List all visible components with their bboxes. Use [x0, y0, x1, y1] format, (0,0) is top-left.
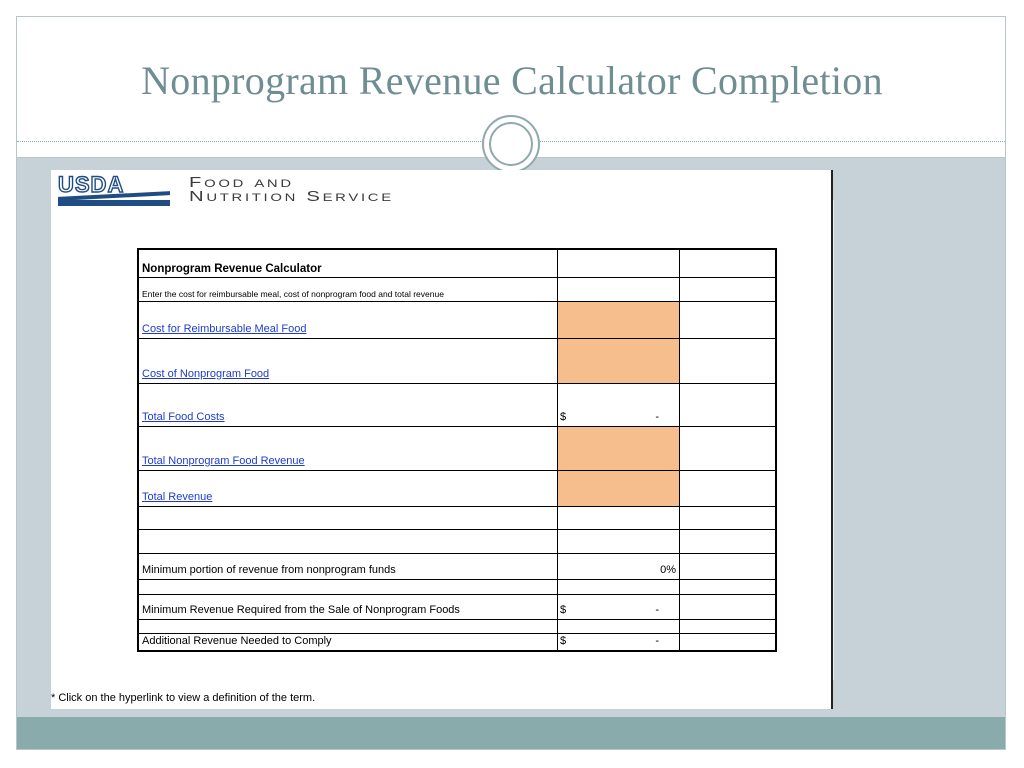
usda-swoosh-lower: [58, 200, 170, 206]
cost-nonprogram-food-input[interactable]: [558, 338, 680, 383]
min-revenue-amount: -: [655, 603, 659, 616]
currency-symbol: $: [560, 603, 567, 616]
slide-title: Nonprogram Revenue Calculator Completion: [141, 58, 883, 103]
table-row: [138, 277, 776, 301]
usda-wordmark: USDA: [58, 172, 125, 197]
usda-logo: [58, 172, 170, 207]
cost-reimbursable-meal-input[interactable]: [558, 301, 680, 338]
table-cell: [138, 619, 558, 633]
hyperlink-footnote: * Click on the hyperlink to view a definition of the term.: [51, 692, 316, 704]
table-row: [138, 249, 776, 277]
table-row: [138, 633, 776, 651]
total-revenue-link[interactable]: Total Revenue: [138, 470, 558, 506]
table-cell: [558, 249, 680, 277]
total-nonprogram-food-revenue-link[interactable]: Total Nonprogram Food Revenue: [138, 426, 558, 470]
table-row: [138, 426, 776, 470]
calculator-heading: Nonprogram Revenue Calculator: [138, 249, 558, 277]
total-food-costs-link[interactable]: Total Food Costs: [138, 383, 558, 426]
total-revenue-input[interactable]: [558, 470, 680, 506]
table-cell: [680, 529, 777, 553]
table-cell: [680, 426, 777, 470]
cost-reimbursable-meal-link[interactable]: Cost for Reimbursable Meal Food: [138, 301, 558, 338]
table-cell: [680, 338, 777, 383]
table-cell: [680, 470, 777, 506]
nonprogram-revenue-calculator: [137, 248, 777, 652]
table-cell: [680, 594, 777, 619]
fns-service-name: [189, 176, 394, 204]
table-cell: [680, 579, 777, 594]
fns-name-line1: Food and: [189, 174, 294, 191]
table-cell: [680, 506, 777, 529]
table-cell: [558, 579, 680, 594]
table-cell: [680, 619, 777, 633]
divider-ring-inner: [489, 122, 533, 166]
additional-revenue-label: Additional Revenue Needed to Comply: [138, 633, 558, 651]
table-cell: [680, 633, 777, 651]
total-food-costs-value: [558, 383, 680, 426]
table-cell: [558, 619, 680, 633]
divider-ring-ornament: [482, 115, 540, 173]
table-cell: [680, 277, 777, 301]
total-nonprogram-food-revenue-input[interactable]: [558, 426, 680, 470]
min-revenue-value: [558, 594, 680, 619]
calculator-instructions: Enter the cost for reimbursable meal, cost of nonprogram food and total revenue: [138, 277, 558, 301]
sheet-gridline: [833, 200, 834, 680]
cost-nonprogram-food-link[interactable]: Cost of Nonprogram Food: [138, 338, 558, 383]
table-row: [138, 619, 776, 633]
fns-name-line2: Nutrition Service: [189, 188, 394, 205]
table-row: [138, 338, 776, 383]
table-cell: [138, 506, 558, 529]
table-cell: [558, 506, 680, 529]
table-row: [138, 506, 776, 529]
table-cell: [680, 383, 777, 426]
currency-symbol: $: [560, 635, 567, 647]
min-portion-label: Minimum portion of revenue from nonprogram funds: [138, 553, 558, 579]
table-cell: [558, 277, 680, 301]
total-food-costs-amount: -: [655, 410, 659, 423]
min-portion-value: 0%: [558, 553, 680, 579]
table-row: [138, 383, 776, 426]
table-cell: [680, 249, 777, 277]
currency-symbol: $: [560, 410, 567, 423]
footer-band: [17, 717, 1005, 749]
table-cell: [138, 579, 558, 594]
additional-revenue-amount: -: [655, 635, 659, 647]
table-row: [138, 301, 776, 338]
table-cell: [138, 529, 558, 553]
table-row: [138, 470, 776, 506]
table-row: [138, 579, 776, 594]
min-revenue-label: Minimum Revenue Required from the Sale of Nonprogram Foods: [138, 594, 558, 619]
table-row: [138, 553, 776, 579]
table-cell: [558, 529, 680, 553]
additional-revenue-value: [558, 633, 680, 651]
table-row: [138, 594, 776, 619]
table-cell: [680, 553, 777, 579]
table-row: [138, 529, 776, 553]
table-cell: [680, 301, 777, 338]
